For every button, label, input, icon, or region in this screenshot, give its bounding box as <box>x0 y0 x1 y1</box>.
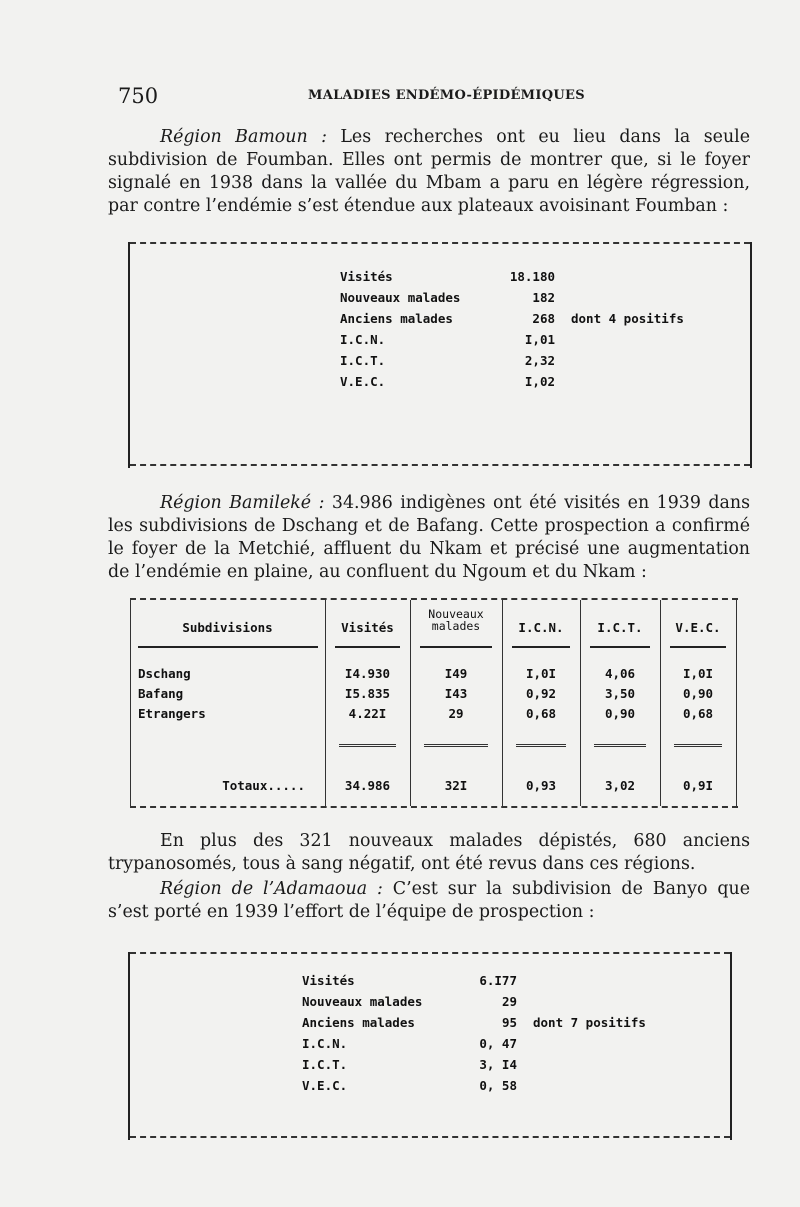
stat-note <box>517 970 646 991</box>
stat-note <box>517 1054 646 1075</box>
divider <box>130 242 750 244</box>
stat-label: Anciens malades <box>302 1015 415 1030</box>
stats-table-adamaoua <box>302 970 646 1096</box>
paragraph-bamileke <box>108 492 750 584</box>
header-underline <box>335 646 400 648</box>
stat-row <box>340 350 684 371</box>
table-cell: 0,68 <box>525 706 557 721</box>
divider <box>130 1136 730 1138</box>
divider <box>130 464 750 466</box>
stat-label: V.E.C. <box>302 1078 348 1093</box>
stat-value: 6.I77 <box>479 973 517 988</box>
table-cell: I5.835 <box>344 686 391 701</box>
stat-value: 29 <box>501 994 517 1009</box>
table-cell: I,0I <box>682 666 714 681</box>
stat-label: I.C.N. <box>302 1036 348 1051</box>
table-cell: I4.930 <box>344 666 391 681</box>
stat-note <box>555 371 684 392</box>
stat-label: Anciens malades <box>340 311 453 326</box>
stat-note <box>517 991 646 1012</box>
stat-value: 0, 47 <box>479 1036 517 1051</box>
paragraph-text: Les recherches ont eu lieu dans la seule subdivision de Foumban. Elles ont permis de montrer que, si le foyer signalé en 1938 dans la vallée du Mbam a paru en légère régression, par contre l’endémie s’est étendue aux plateaux avoisinant Foumban : <box>108 127 750 216</box>
paragraph-bamoun <box>108 126 750 218</box>
divider <box>130 598 738 600</box>
row-label: Etrangers <box>138 706 206 721</box>
table-cell: 29 <box>448 706 464 721</box>
table-cell: I49 <box>444 666 468 681</box>
stat-note <box>517 1033 646 1054</box>
stat-value: I,01 <box>524 332 555 347</box>
row-label: Dschang <box>138 666 191 681</box>
total-cell: 32I <box>444 778 468 793</box>
stat-row <box>302 970 646 991</box>
stat-value: 3, I4 <box>479 1057 517 1072</box>
stat-row <box>340 308 684 329</box>
stat-value: 268 <box>532 311 555 326</box>
stat-label: Visités <box>302 973 355 988</box>
stat-value: 18.180 <box>509 269 555 284</box>
table-cell: 0,68 <box>682 706 714 721</box>
header-underline <box>590 646 650 648</box>
table-cell: 4,06 <box>604 666 636 681</box>
region-heading-adamaoua: Région de l’Adamaoua : <box>160 879 383 899</box>
stat-row <box>340 371 684 392</box>
divider <box>130 806 738 808</box>
total-cell: 0,93 <box>525 778 557 793</box>
stat-row <box>340 266 684 287</box>
header-underline <box>420 646 492 648</box>
header-underline <box>138 646 318 648</box>
stat-label: I.C.N. <box>340 332 386 347</box>
header-underline <box>670 646 726 648</box>
table-cell: 3,50 <box>604 686 636 701</box>
stat-row <box>340 287 684 308</box>
divider <box>130 952 730 954</box>
bamileke-table <box>130 598 738 810</box>
row-label: Bafang <box>138 686 184 701</box>
total-rule <box>516 744 566 747</box>
running-title: MALADIES ENDÉMO-ÉPIDÉMIQUES <box>308 88 585 103</box>
stat-value: 182 <box>532 290 555 305</box>
table-cell: 0,90 <box>604 706 636 721</box>
stat-note <box>555 350 684 371</box>
column-header: Visités <box>341 620 394 635</box>
region-heading-bamileke: Région Bamileké : <box>160 493 325 513</box>
paragraph-text: C’est sur la subdivision de Banyo que s’est porté en 1939 l’effort de l’équipe de prospection : <box>108 879 750 922</box>
region-heading-bamoun: Région Bamoun : <box>160 127 327 147</box>
stat-note <box>517 1075 646 1096</box>
paragraph-plus <box>108 830 750 876</box>
total-rule <box>424 744 488 747</box>
stat-note <box>555 329 684 350</box>
column-header: I.C.N. <box>518 620 564 635</box>
stat-row <box>340 329 684 350</box>
stat-label: Nouveaux malades <box>340 290 461 305</box>
stat-row <box>302 1054 646 1075</box>
stat-row <box>302 1033 646 1054</box>
paragraph-text: 34.986 indigènes ont été visités en 1939 dans les subdivisions de Dschang et de Bafang. Cette prospection a confirmé le foyer de la Metchié, affluent du Nkam et précisé une augmentation de l’endémie en plaine, au confluent du Ngoum et du Nkam : <box>108 493 750 582</box>
page-header <box>118 84 758 108</box>
stat-value: 0, 58 <box>479 1078 517 1093</box>
stat-note: dont 7 positifs <box>533 1015 646 1030</box>
page-number: 750 <box>118 84 159 108</box>
table-cell: I,0I <box>525 666 557 681</box>
column-header: I.C.T. <box>597 620 643 635</box>
stat-label: I.C.T. <box>302 1057 348 1072</box>
table-border <box>736 600 737 806</box>
table-cell: 0,90 <box>682 686 714 701</box>
total-cell: 34.986 <box>344 778 391 793</box>
table-cell: 0,92 <box>525 686 557 701</box>
table-cell: 4.22I <box>348 706 387 721</box>
total-rule <box>594 744 646 747</box>
column-header: Nouveaux malades <box>428 607 484 633</box>
stat-row <box>302 1012 646 1033</box>
stat-note <box>555 266 684 287</box>
stat-note <box>555 287 684 308</box>
stat-value: I,02 <box>524 374 555 389</box>
total-label: Totaux..... <box>222 778 305 793</box>
stats-box-bamoun <box>128 242 752 468</box>
paragraph-adamaoua <box>108 878 750 924</box>
stat-note: dont 4 positifs <box>571 311 684 326</box>
header-underline <box>512 646 570 648</box>
stats-table-bamoun <box>340 266 684 392</box>
stat-row <box>302 991 646 1012</box>
total-rule <box>339 744 396 747</box>
paragraph-text: En plus des 321 nouveaux malades dépistés, 680 anciens trypanosomés, tous à sang négatif, ont été revus dans ces régions. <box>108 831 750 874</box>
total-rule <box>674 744 722 747</box>
stat-label: Visités <box>340 269 393 284</box>
total-cell: 3,02 <box>604 778 636 793</box>
column-header: Subdivisions <box>182 620 273 635</box>
stat-label: Nouveaux malades <box>302 994 423 1009</box>
stat-row <box>302 1075 646 1096</box>
stat-value: 2,32 <box>524 353 555 368</box>
column-header: V.E.C. <box>675 620 721 635</box>
table-cell: I43 <box>444 686 468 701</box>
stat-value: 95 <box>501 1015 517 1030</box>
total-cell: 0,9I <box>682 778 714 793</box>
stat-label: I.C.T. <box>340 353 386 368</box>
stat-label: V.E.C. <box>340 374 386 389</box>
stats-box-adamaoua <box>128 952 732 1140</box>
